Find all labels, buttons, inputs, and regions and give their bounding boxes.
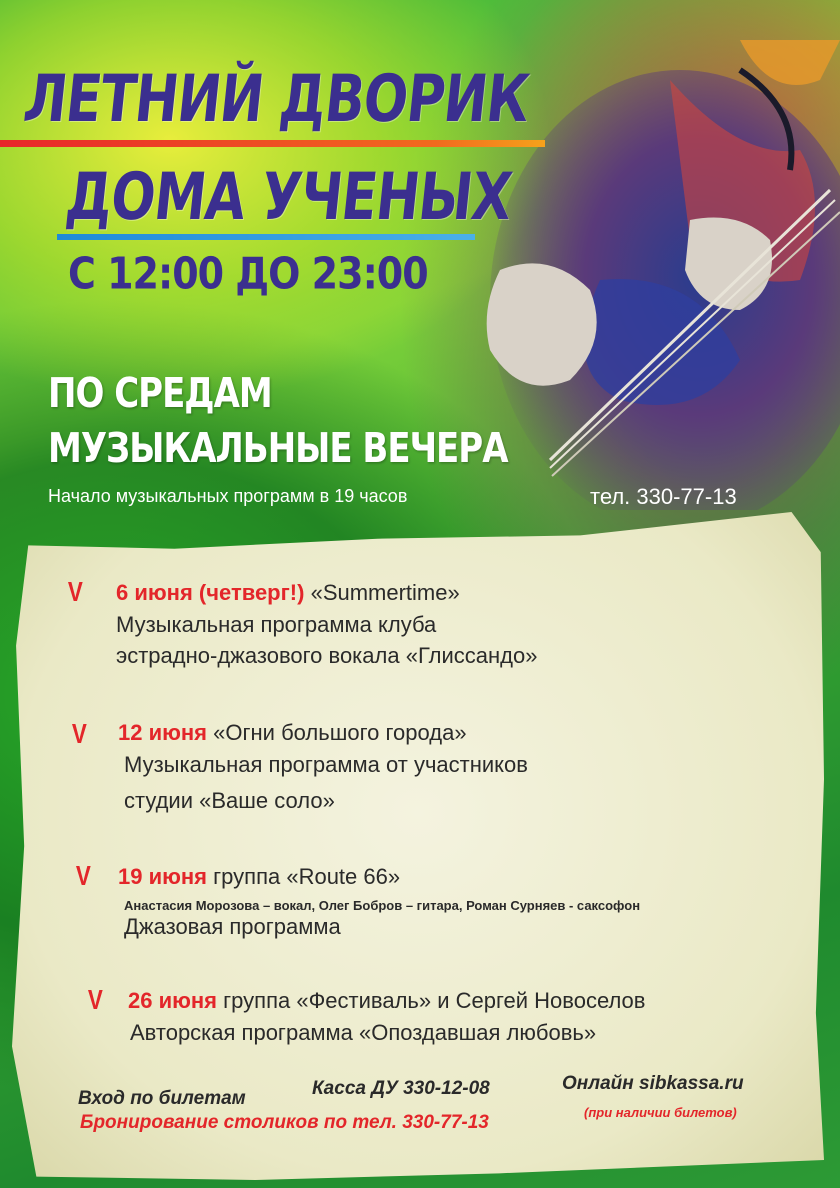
start-time-note: Начало музыкальных программ в 19 часов <box>48 486 408 506</box>
check-mark-icon: V <box>71 718 87 749</box>
check-mark-icon: V <box>75 860 91 891</box>
event-date: 6 июня (четверг!) <box>116 580 305 605</box>
music-evenings-heading: МУЗЫКАЛЬНЫЕ ВЕЧЕРА <box>48 425 508 473</box>
opening-hours: С 12:00 ДО 23:00 <box>68 248 428 299</box>
booking-note: (при наличии билетов) <box>584 1105 737 1120</box>
event-3-header <box>118 864 400 890</box>
event-date: 26 июня <box>128 988 218 1013</box>
check-mark-icon: V <box>67 576 83 607</box>
event-date: 12 июня <box>118 720 208 745</box>
event-title: «Summertime» <box>310 580 460 605</box>
event-title: группа «Фестиваль» и Сергей Новоселов <box>223 988 646 1013</box>
event-4-header <box>128 988 645 1014</box>
box-office-phone: Касса ДУ 330-12-08 <box>312 1078 490 1099</box>
phone-number: тел. 330-77-13 <box>590 484 737 509</box>
wednesdays-heading: ПО СРЕДАМ <box>48 370 272 418</box>
event-date: 19 июня <box>118 864 208 889</box>
event-description: Музыкальная программа от участников <box>124 752 528 777</box>
event-title: «Огни большого города» <box>213 720 467 745</box>
event-description: студии «Ваше соло» <box>124 788 335 813</box>
table-booking: Бронирование столиков по тел. 330-77-13 <box>80 1112 489 1133</box>
event-1-header <box>116 580 460 606</box>
online-tickets-site: Онлайн sibkassa.ru <box>562 1073 744 1094</box>
event-description: Музыкальная программа клуба <box>116 612 437 637</box>
check-mark-icon: V <box>87 984 103 1015</box>
event-description: Авторская программа «Опоздавшая любовь» <box>130 1020 597 1045</box>
title-line-2: ДОМА УЧЕНЫХ <box>62 160 515 235</box>
event-2-header <box>118 720 467 746</box>
band-members: Анастасия Морозова – вокал, Олег Бобров – гитара, Роман Сурняев - саксофон <box>124 898 641 913</box>
event-description: Джазовая программа <box>124 914 341 939</box>
event-description: эстрадно-джазового вокала «Глиссандо» <box>116 643 538 668</box>
event-title: группа «Route 66» <box>213 864 401 889</box>
title-underline-red <box>0 140 545 147</box>
entry-by-tickets: Вход по билетам <box>78 1088 246 1109</box>
title-line-1: ЛЕТНИЙ ДВОРИК <box>20 62 533 137</box>
